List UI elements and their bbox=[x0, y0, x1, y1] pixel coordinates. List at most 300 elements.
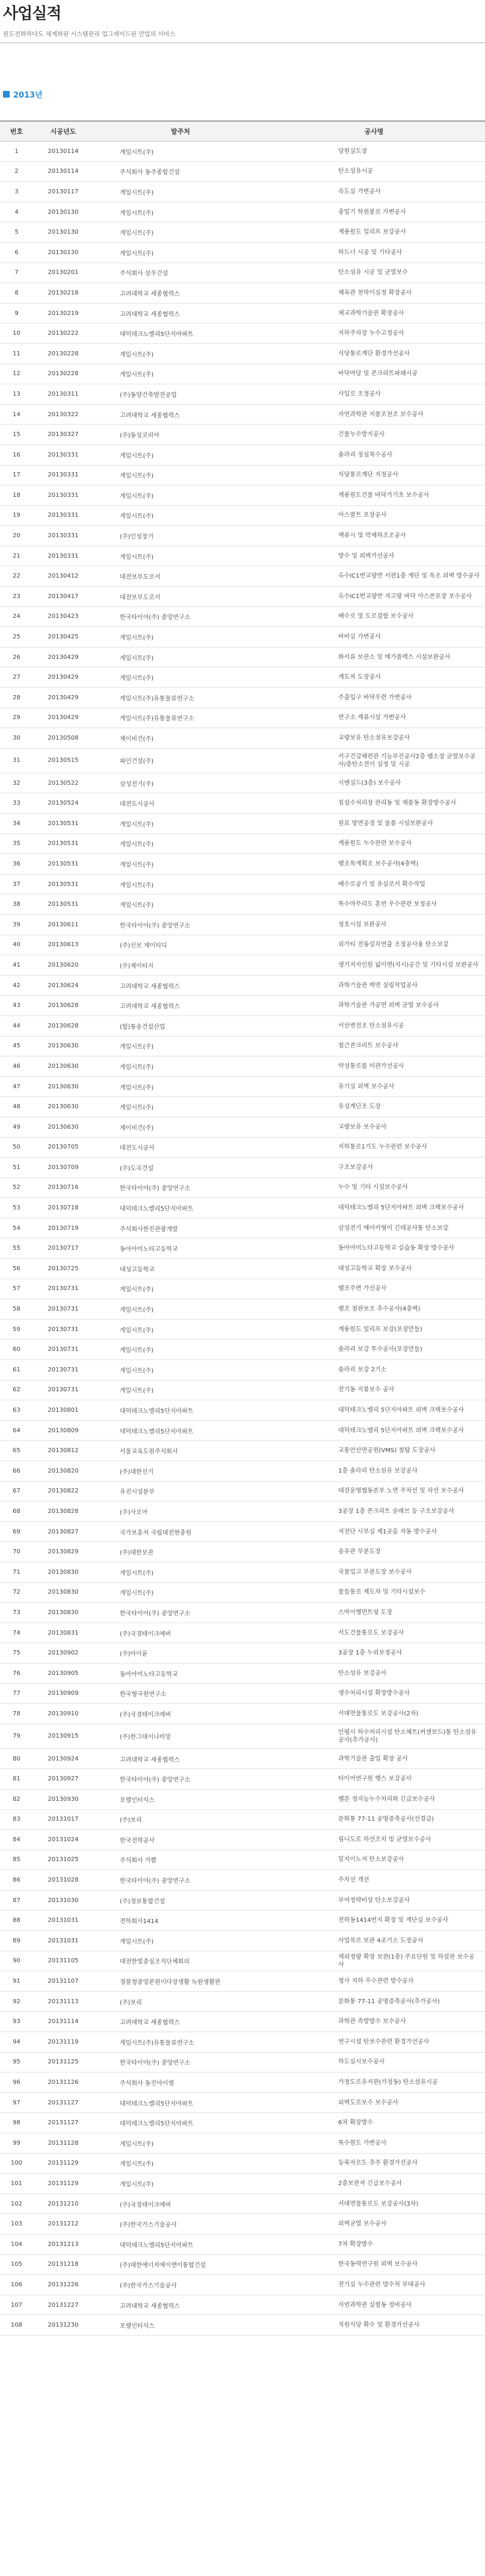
cell-number: 51 bbox=[13, 1164, 20, 1171]
cell-number: 9 bbox=[14, 310, 19, 317]
cell-year: 20131210 bbox=[48, 2200, 79, 2207]
table-row bbox=[0, 1830, 485, 1850]
table-row bbox=[0, 243, 485, 263]
cell-client: 게일시트(주) bbox=[120, 230, 154, 237]
cell-number: 72 bbox=[13, 1589, 20, 1596]
cell-year: 20130709 bbox=[48, 1164, 79, 1171]
cell-client: 게일시트(주) bbox=[120, 210, 154, 217]
cell-number: 67 bbox=[13, 1488, 20, 1495]
cell-project: 대덕테크노밸리 5단지아파트 외벽 크랙보수공사 bbox=[338, 1205, 465, 1212]
cell-project: 침설수처리장 관리동 및 제품동 확장방수공사 bbox=[338, 800, 457, 807]
cell-number: 57 bbox=[13, 1285, 20, 1293]
cell-client: 한국타이어(주) 중앙연구소 bbox=[120, 1610, 191, 1617]
table-row bbox=[0, 1542, 485, 1562]
cell-project: 유기실 외벽 보수공사 bbox=[338, 1083, 395, 1090]
cell-year: 20130725 bbox=[48, 1265, 79, 1272]
cell-client: 파인건설(주) bbox=[120, 758, 154, 766]
cell-year: 20130809 bbox=[48, 1427, 79, 1434]
cell-number: 19 bbox=[13, 512, 20, 519]
cell-client: 게일시트(주) bbox=[120, 841, 154, 849]
cell-number: 30 bbox=[13, 735, 20, 742]
cell-year: 20130705 bbox=[48, 1144, 79, 1151]
cell-client: 게일시트(주) bbox=[120, 821, 154, 828]
cell-year: 20130117 bbox=[48, 188, 79, 195]
table-row bbox=[0, 2012, 485, 2032]
table-row bbox=[0, 607, 485, 628]
cell-project: 문화통 77-11 공영증축공사(선결급) bbox=[338, 1816, 434, 1823]
cell-project: 탄소섬유시공 bbox=[338, 168, 373, 175]
cell-year: 20130508 bbox=[48, 735, 79, 742]
table-row bbox=[0, 1421, 485, 1441]
table-row bbox=[0, 1664, 485, 1684]
cell-year: 20130327 bbox=[48, 431, 79, 438]
cell-client: 삼성전기(주) bbox=[120, 781, 154, 788]
cell-client: (주)국경테이크에버 bbox=[120, 1630, 171, 1638]
cell-client: 게일시트(주) bbox=[120, 861, 154, 869]
cell-year: 20130718 bbox=[48, 1205, 79, 1212]
cell-client: 고려대학교 세종협력스 bbox=[120, 2019, 180, 2027]
cell-number: 28 bbox=[13, 694, 20, 701]
cell-client: 게일시트(주) bbox=[120, 250, 154, 257]
cell-year: 20130331 bbox=[48, 491, 79, 499]
cell-number: 105 bbox=[10, 2261, 23, 2268]
cell-client: 대전보부도로서 bbox=[120, 594, 161, 601]
table-row bbox=[0, 485, 485, 506]
cell-year: 20130429 bbox=[48, 694, 79, 701]
cell-project: 지하통로1기도 누수관련 보수공사 bbox=[338, 1144, 427, 1151]
cell-client: (주)대한신기 bbox=[120, 1468, 154, 1476]
cell-number: 11 bbox=[13, 350, 20, 357]
cell-number: 45 bbox=[13, 1043, 20, 1050]
cell-project: 벨론 정지능누수처리화 긴급보수공사 bbox=[338, 1795, 435, 1803]
cell-year: 20130412 bbox=[48, 573, 79, 580]
cell-client: 대덕테크노밸리5단지아파트 bbox=[120, 2121, 194, 2128]
table-row bbox=[0, 1138, 485, 1158]
cell-project: 전기실 누수관련 방수처 부대공사 bbox=[338, 2281, 425, 2288]
table-row bbox=[0, 405, 485, 425]
cell-project: 부여정략비상 탄소보강공사 bbox=[338, 1897, 410, 1904]
cell-project: 속도실 가변공사 bbox=[338, 188, 381, 195]
cell-project: 유성계단조 도장 bbox=[338, 1103, 381, 1111]
cell-project: 대전운영협동본부 노면 주차선 및 차선 보수공사 bbox=[338, 1488, 465, 1495]
cell-client: (주)정보통합건설 bbox=[120, 1898, 165, 1905]
cell-year: 20131113 bbox=[48, 1998, 79, 2005]
cell-number: 8 bbox=[14, 289, 19, 296]
table-row bbox=[0, 894, 485, 915]
cell-number: 93 bbox=[13, 2018, 20, 2026]
cell-number: 36 bbox=[13, 860, 20, 867]
cell-year: 20130620 bbox=[48, 961, 79, 968]
table-row bbox=[0, 304, 485, 324]
cell-year: 20130331 bbox=[48, 552, 79, 560]
cell-year: 20130219 bbox=[48, 310, 79, 317]
cell-year: 20130909 bbox=[48, 1690, 79, 1697]
cell-client: 게일시트(주) bbox=[120, 2161, 154, 2168]
table-row bbox=[0, 1603, 485, 1623]
cell-project: 서산변전조 탄소섬유시공 bbox=[338, 1022, 404, 1029]
table-row bbox=[0, 2133, 485, 2154]
cell-project: 충밀기 학원봉로 가변공사 bbox=[338, 208, 406, 216]
cell-client: (주)한국가스기술공사 bbox=[120, 2222, 177, 2229]
cell-client: 한국타이어(주) 중앙연구소 bbox=[120, 1878, 191, 1885]
cell-client: 게일시트(주) bbox=[120, 351, 154, 358]
cell-number: 41 bbox=[13, 961, 20, 968]
cell-project: 서도건물통로도 보강공사 bbox=[338, 1629, 404, 1636]
table-header bbox=[0, 120, 485, 142]
cell-client: 게일시트(주) bbox=[120, 902, 154, 909]
table-row bbox=[0, 222, 485, 243]
cell-year: 20130429 bbox=[48, 714, 79, 722]
cell-project: 지하주차장 누수고정공사 bbox=[338, 330, 404, 337]
cell-year: 20130130 bbox=[48, 249, 79, 256]
cell-year: 20131213 bbox=[48, 2241, 79, 2248]
cell-number: 42 bbox=[13, 982, 20, 989]
cell-project: 솔라리 보강 투수공사(포장만들) bbox=[338, 1346, 422, 1353]
cell-number: 40 bbox=[13, 941, 20, 949]
cell-year: 20130630 bbox=[48, 1083, 79, 1090]
cell-number: 37 bbox=[13, 881, 20, 888]
cell-number: 48 bbox=[13, 1103, 20, 1111]
cell-year: 20131024 bbox=[48, 1836, 79, 1843]
cell-number: 96 bbox=[13, 2079, 20, 2086]
cell-number: 2 bbox=[14, 168, 19, 175]
cell-project: 바닥마당 및 콘크리트파쇄시공 bbox=[338, 370, 418, 378]
cell-year: 20130830 bbox=[48, 1568, 79, 1576]
cell-year: 20130331 bbox=[48, 472, 79, 479]
title-divider bbox=[0, 42, 485, 43]
cell-client: 게일시트(주) bbox=[120, 513, 154, 520]
cell-year: 20130829 bbox=[48, 1548, 79, 1556]
cell-year: 20131227 bbox=[48, 2301, 79, 2309]
table-row bbox=[0, 854, 485, 875]
cell-number: 7 bbox=[14, 269, 19, 276]
cell-number: 102 bbox=[10, 2200, 23, 2207]
table-row bbox=[0, 749, 485, 773]
cell-client: 대전도시공사 bbox=[120, 1145, 155, 1152]
cell-client: 대덕테크노밸리5단지아파트 bbox=[120, 1206, 194, 1213]
cell-number: 104 bbox=[10, 2241, 23, 2248]
cell-client: 게일시트(주) bbox=[120, 554, 154, 561]
cell-year: 20130531 bbox=[48, 901, 79, 908]
cell-year: 20130924 bbox=[48, 1755, 79, 1762]
cell-project: 정호시설 보완공사 bbox=[338, 921, 387, 928]
cell-year: 20130531 bbox=[48, 840, 79, 847]
cell-project: 외가티 전동설치연출 조정공사용 탄소보강 bbox=[338, 941, 449, 949]
table-row bbox=[0, 2194, 485, 2215]
table-row bbox=[0, 1259, 485, 1279]
cell-number: 46 bbox=[13, 1062, 20, 1070]
cell-number: 32 bbox=[13, 779, 20, 787]
table-row bbox=[0, 1910, 485, 1931]
cell-year: 20130114 bbox=[48, 168, 79, 175]
cell-client: 한국타이어(주) 중앙연구소 bbox=[120, 922, 191, 929]
cell-number: 27 bbox=[13, 674, 20, 681]
table-row bbox=[0, 814, 485, 834]
cell-client: (주)신보 제이티디 bbox=[120, 943, 167, 950]
cell-client: (주)국경테이크에버 bbox=[120, 1711, 171, 1718]
cell-number: 61 bbox=[13, 1366, 20, 1373]
cell-project: 약성통로를 미관가선공사 bbox=[338, 1062, 404, 1070]
table-row bbox=[0, 2032, 485, 2053]
cell-year: 20130822 bbox=[48, 1488, 79, 1495]
cell-client: 게일시트(주) bbox=[120, 1084, 154, 1091]
cell-number: 65 bbox=[13, 1447, 20, 1455]
cell-year: 20130524 bbox=[48, 800, 79, 807]
cell-client: 게일시트(주) bbox=[120, 2141, 154, 2148]
cell-project: 외벽균열 보수공사 bbox=[338, 2221, 387, 2228]
cell-client: 한국타이어(주) 중앙연구소 bbox=[120, 2060, 191, 2067]
table-row bbox=[0, 1931, 485, 1951]
cell-client: 국가보훈처 국립대전현충원 bbox=[120, 1529, 192, 1536]
cell-client: 게일시트(주) bbox=[120, 675, 154, 682]
cell-number: 13 bbox=[13, 390, 20, 398]
cell-year: 20131127 bbox=[48, 2119, 79, 2127]
cell-client: 게일시트(주) bbox=[120, 1286, 154, 1294]
cell-number: 71 bbox=[13, 1568, 20, 1576]
table-row bbox=[0, 1218, 485, 1239]
table-row bbox=[0, 466, 485, 486]
table-row bbox=[0, 1158, 485, 1178]
cell-number: 6 bbox=[14, 249, 19, 256]
cell-number: 60 bbox=[13, 1346, 20, 1353]
cell-client: 대덕테크노밸리5단지아파트 bbox=[120, 331, 194, 338]
cell-client: 게일시트(주) bbox=[120, 1570, 154, 1577]
cell-number: 108 bbox=[10, 2322, 23, 2329]
table-row bbox=[0, 1178, 485, 1199]
cell-number: 107 bbox=[10, 2301, 23, 2309]
cell-year: 20131125 bbox=[48, 2059, 79, 2066]
cell-number: 17 bbox=[13, 472, 20, 479]
cell-client: 게일시트(주) bbox=[120, 189, 154, 196]
cell-project: 스마이행먼트링 도장 bbox=[338, 1609, 393, 1616]
cell-year: 20130624 bbox=[48, 982, 79, 989]
table-row bbox=[0, 2174, 485, 2194]
table-row bbox=[0, 202, 485, 223]
table-row bbox=[0, 142, 485, 162]
table-row bbox=[0, 1870, 485, 1891]
cell-client: 한국형국원연구소 bbox=[120, 1691, 167, 1698]
cell-number: 20 bbox=[13, 532, 20, 540]
cell-number: 18 bbox=[13, 491, 20, 499]
cell-project: 자연과학관 지붕조천조 보수공사 bbox=[338, 411, 424, 418]
table-row bbox=[0, 1724, 485, 1749]
cell-client: 주식회사 동주종합건설 bbox=[120, 169, 180, 176]
cell-client: 게일시트(주)유통물류연구소 bbox=[120, 2039, 194, 2047]
cell-client: 게일시트(주) bbox=[120, 372, 154, 379]
cell-year: 20130719 bbox=[48, 1224, 79, 1232]
cell-project: 식당통로계단 지정공사 bbox=[338, 472, 398, 479]
cell-client: 게일시트(주) bbox=[120, 149, 154, 156]
cell-number: 74 bbox=[13, 1629, 20, 1636]
table-row bbox=[0, 1643, 485, 1664]
cell-number: 103 bbox=[10, 2221, 23, 2228]
cell-client: 고려대학교 세종협력스 bbox=[120, 412, 180, 419]
cell-year: 20131226 bbox=[48, 2281, 79, 2288]
table-row bbox=[0, 2113, 485, 2133]
table-row bbox=[0, 182, 485, 202]
cell-project: 대덕테크노밸리 5단지아파트 외벽 크랙보수공사 bbox=[338, 1427, 465, 1434]
table-row bbox=[0, 667, 485, 688]
cell-year: 20130423 bbox=[48, 613, 79, 620]
cell-project: 배수로공기 및 유실로서 확수작업 bbox=[338, 881, 425, 888]
table-row bbox=[0, 2093, 485, 2113]
cell-client: 게일시트(주) bbox=[120, 1938, 154, 1945]
cell-year: 20130114 bbox=[48, 148, 79, 155]
cell-client: 제이비건(주) bbox=[120, 1124, 154, 1132]
table-row bbox=[0, 976, 485, 996]
cell-project: 교량보유 탄소섬유보강공사 bbox=[338, 735, 410, 742]
cell-project: 생기저자인원 넓이면(지시)공간 및 기타시설 보완공사 bbox=[338, 961, 479, 968]
cell-year: 20130630 bbox=[48, 1123, 79, 1131]
cell-number: 12 bbox=[13, 370, 20, 378]
table-row bbox=[0, 1850, 485, 1871]
cell-client: 경찰청중앙본원이다장생활 녹원생활관 bbox=[120, 1979, 221, 1986]
cell-client: 게일시트(주) bbox=[120, 473, 154, 480]
cell-number: 87 bbox=[13, 1897, 20, 1904]
cell-client: (주)대한보관 bbox=[120, 1550, 154, 1557]
cell-year: 20130331 bbox=[48, 451, 79, 458]
cell-client: 서울교육도원주식회사 bbox=[120, 1449, 178, 1456]
cell-project: 생수처리시설 확장방수공사 bbox=[338, 1690, 410, 1697]
column-header-client: 발주처 bbox=[171, 128, 190, 136]
table-row bbox=[0, 506, 485, 526]
cell-year: 20131230 bbox=[48, 2322, 79, 2329]
column-header-number: 번호 bbox=[10, 128, 23, 136]
cell-number: 3 bbox=[14, 188, 19, 195]
cell-year: 20131031 bbox=[48, 1917, 79, 1924]
cell-project: 솔라리 보강 2기소 bbox=[338, 1366, 387, 1373]
cell-number: 94 bbox=[13, 2038, 20, 2045]
cell-client: 게일시트(주) bbox=[120, 655, 154, 662]
cell-year: 20130522 bbox=[48, 779, 79, 787]
table-row bbox=[0, 1562, 485, 1583]
cell-project: 체교과학기술관 확장공사 bbox=[338, 310, 404, 317]
table-row bbox=[0, 1117, 485, 1138]
cell-client: 고려대학교 세종협력스 bbox=[120, 311, 180, 318]
cell-year: 20130915 bbox=[48, 1733, 79, 1740]
cell-year: 20131107 bbox=[48, 1978, 79, 1985]
cell-project: 외벽도로보수 보수공사 bbox=[338, 2099, 398, 2106]
cell-number: 35 bbox=[13, 840, 20, 847]
cell-year: 20130425 bbox=[48, 634, 79, 641]
cell-project: 문화통 77-11 공영증축공사(추가공사) bbox=[338, 1998, 440, 2005]
cell-year: 20130716 bbox=[48, 1184, 79, 1191]
cell-client: 게일시트(주) bbox=[120, 2181, 154, 2188]
cell-number: 92 bbox=[13, 1998, 20, 2005]
table-row bbox=[0, 1891, 485, 1911]
cell-project: 7차 확장방수 bbox=[338, 2241, 373, 2248]
cell-project: 제외정량 확장 보관(1층) 주요단원 및 하설관 보수공사 bbox=[338, 1953, 475, 1968]
table-row bbox=[0, 1583, 485, 1603]
cell-year: 20130910 bbox=[48, 1710, 79, 1717]
cell-year: 20130731 bbox=[48, 1346, 79, 1353]
cell-client: 포렐인터식스 bbox=[120, 1797, 155, 1804]
cell-project: 과학기술관 가공면 외벽 균열 보수공사 bbox=[338, 1002, 439, 1009]
cell-number: 85 bbox=[13, 1856, 20, 1863]
cell-client: (주)동양건축발전공업 bbox=[120, 391, 177, 399]
cell-client: 유진시설분부 bbox=[120, 1489, 155, 1496]
cell-project: 액류시 및 박제하조조공사 bbox=[338, 532, 406, 540]
cell-project: 송유관 부분도장 bbox=[338, 1548, 381, 1556]
cell-client: 대덕테크노밸리5단지아파트 bbox=[120, 1428, 194, 1435]
cell-year: 20130218 bbox=[48, 289, 79, 296]
project-table bbox=[0, 120, 485, 2336]
cell-client: (주)보리 bbox=[120, 1817, 142, 1824]
cell-year: 20130731 bbox=[48, 1285, 79, 1293]
cell-client: (주)한국가스기술공사 bbox=[120, 2282, 177, 2289]
cell-client: 게일시트(주) bbox=[120, 1388, 154, 1395]
table-row bbox=[0, 1810, 485, 1830]
cell-client: 게일시트(주) bbox=[120, 1347, 154, 1355]
table-row bbox=[0, 1971, 485, 1992]
cell-project: 사업목로 보관 4곳기소 도장공사 bbox=[338, 1937, 424, 1944]
table-row bbox=[0, 1482, 485, 1502]
cell-number: 24 bbox=[13, 613, 20, 620]
table-row bbox=[0, 2072, 485, 2093]
cell-project: 타이어연구원 행스 보강공사 bbox=[338, 1776, 412, 1783]
cell-number: 54 bbox=[13, 1224, 20, 1232]
cell-year: 20130613 bbox=[48, 941, 79, 949]
table-row bbox=[0, 688, 485, 708]
cell-year: 20130611 bbox=[48, 921, 79, 928]
cell-year: 20130830 bbox=[48, 1589, 79, 1596]
cell-year: 20130905 bbox=[48, 1670, 79, 1677]
cell-client: (주)도곡건설 bbox=[120, 1165, 154, 1172]
cell-client: (주)대한에너지에이엔이통합건설 bbox=[120, 2262, 206, 2269]
cell-project: 3공장 1층 누외보정공사 bbox=[338, 1650, 403, 1657]
table-row bbox=[0, 1502, 485, 1522]
cell-year: 20131114 bbox=[48, 2018, 79, 2026]
cell-number: 62 bbox=[13, 1386, 20, 1394]
cell-year: 20130731 bbox=[48, 1306, 79, 1313]
cell-number: 97 bbox=[13, 2099, 20, 2106]
table-row bbox=[0, 935, 485, 956]
cell-project: 교통안산면공원(VMS) 철탑 도장공사 bbox=[338, 1447, 436, 1455]
cell-project: 벨조주변 가선공사 bbox=[338, 1285, 387, 1293]
cell-number: 52 bbox=[13, 1184, 20, 1191]
table-row bbox=[0, 834, 485, 855]
cell-client: 게일시트(주) bbox=[120, 1307, 154, 1314]
table-row bbox=[0, 1461, 485, 1482]
table-row bbox=[0, 566, 485, 587]
cell-number: 56 bbox=[13, 1265, 20, 1272]
cell-client: 고려대학교 세종협력스 bbox=[120, 983, 180, 990]
cell-number: 95 bbox=[13, 2059, 20, 2066]
cell-year: 20130130 bbox=[48, 208, 79, 216]
cell-number: 16 bbox=[13, 451, 20, 458]
cell-project: 연구소 계류시설 가변공사 bbox=[338, 714, 406, 722]
table-row bbox=[0, 1097, 485, 1117]
table-row bbox=[0, 2295, 485, 2316]
cell-project: 하드너 시공 및 기타공사 bbox=[338, 249, 403, 256]
table-row bbox=[0, 344, 485, 364]
cell-number: 44 bbox=[13, 1022, 20, 1029]
cell-year: 20130429 bbox=[48, 674, 79, 681]
cell-project: 구조보강공사 bbox=[338, 1164, 373, 1171]
cell-project: 서대면물통로도 보강공사(3차) bbox=[338, 2200, 419, 2207]
cell-year: 20130812 bbox=[48, 1447, 79, 1455]
cell-client: 고려대학교 세종협력스 bbox=[120, 2303, 180, 2310]
cell-number: 15 bbox=[13, 431, 20, 438]
cell-client: 게일시트(주)유통물류연구소 bbox=[120, 695, 194, 702]
cell-client: (주)인성장기 bbox=[120, 534, 154, 541]
cell-year: 20130731 bbox=[48, 1386, 79, 1394]
cell-year: 20130531 bbox=[48, 820, 79, 827]
cell-project: 벨조 철판보조 추수공사(4층벽) bbox=[338, 1306, 421, 1313]
cell-client: 제이비건(주) bbox=[120, 736, 154, 743]
cell-project: 서대면물통로도 보강공사(2차) bbox=[338, 1710, 419, 1717]
cell-year: 20130717 bbox=[48, 1245, 79, 1252]
